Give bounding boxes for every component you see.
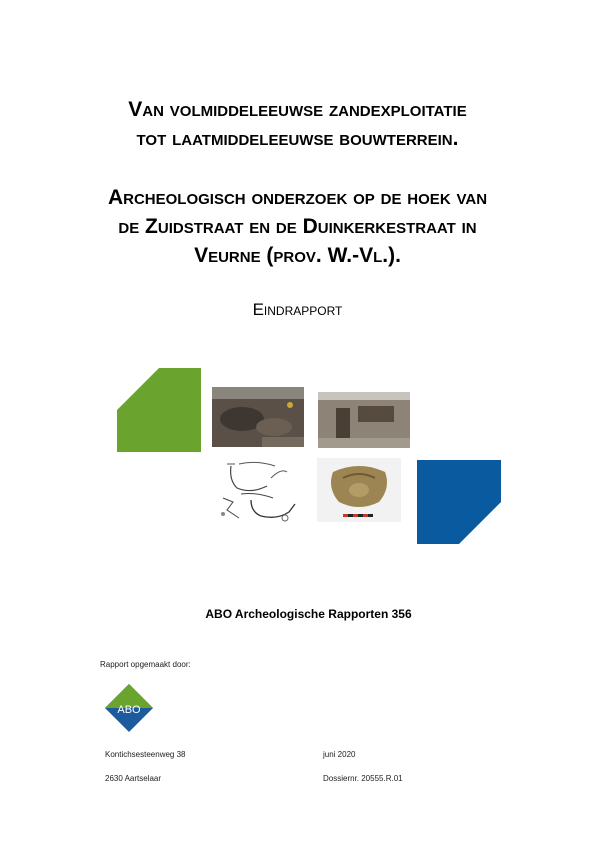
report-title-part1 — [40, 95, 555, 153]
report-series: ABO Archeologische Rapporten 356 — [205, 607, 412, 621]
pottery-drawing — [217, 458, 299, 524]
excavation-photo-2 — [318, 392, 410, 448]
dossier-number: Dossiernr. 20555.R.01 — [323, 774, 403, 783]
title-line-3: Archeologisch onderzoek op de hoek van — [107, 186, 488, 209]
title-line-5: Veurne (prov. W.-Vl.). — [194, 244, 401, 267]
blue-decorative-shape — [417, 460, 501, 544]
title-line-1: Van volmiddeleeuwse zandexploitatie — [128, 98, 467, 121]
prepared-by-label: Rapport opgemaakt door: — [100, 660, 191, 669]
green-decorative-shape — [117, 368, 201, 452]
excavation-photo-1 — [212, 387, 304, 447]
title-line-4: de Zuidstraat en de Duinkerkestraat in — [118, 215, 477, 238]
title-line-2: tot laatmiddeleeuwse bouwterrein. — [136, 127, 459, 150]
report-date: juni 2020 — [323, 750, 356, 759]
logo-text: ABO — [117, 704, 141, 716]
subtitle: Eindrapport — [252, 300, 343, 319]
address-street: Kontichsesteenweg 38 — [105, 750, 186, 759]
artefact-photo — [317, 458, 401, 522]
report-title-part2 — [40, 183, 555, 270]
abo-logo — [105, 684, 153, 732]
address-city: 2630 Aartselaar — [105, 774, 162, 783]
